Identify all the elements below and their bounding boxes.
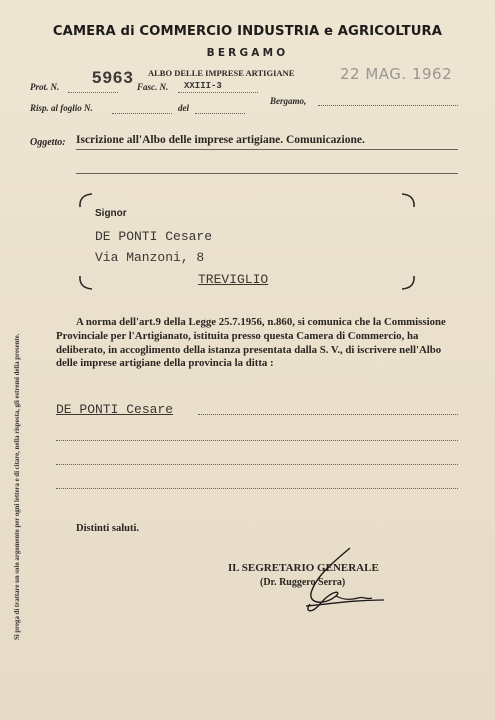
recipient-city: TREVIGLIO [198, 272, 269, 287]
body-paragraph: A norma dell'art.9 della Legge 25.7.1956, n.860, si comunica che la Commissione Provinciale per l'Artigianato, istituita presso questa Camera di Commercio, ha deliberato, in accoglimento della istanza presentata dalla S. V., di iscrivere nell'Albo delle imprese artigiane della provincia la ditta : [56, 316, 446, 370]
chamber-title: CAMERA di COMMERCIO INDUSTRIA e AGRICOLTURA [52, 24, 443, 39]
prot-label: Prot. N. [30, 82, 60, 92]
fasc-value: XXIII-3 [184, 81, 222, 91]
signatory-name: (Dr. Ruggero Serra) [260, 577, 346, 588]
albo-title: ALBO DELLE IMPRESE ARTIGIANE [148, 68, 295, 78]
place-label: Bergamo, [270, 96, 307, 106]
prot-number: 5963 [92, 68, 134, 87]
chamber-city: BERGAMO [206, 47, 289, 59]
risp-label: Risp. al foglio N. [30, 103, 93, 113]
del-label: del [178, 103, 189, 113]
recipient-street: Via Manzoni, 8 [95, 250, 205, 265]
fasc-label: Fasc. N. [137, 82, 169, 92]
firm-name: DE PONTI Cesare [56, 402, 174, 417]
margin-note: Si prega di trattare un solo argomento per ogni lettera e di citare, nella risposta, gli estremi della presente. [14, 333, 21, 640]
recipient-name: DE PONTI Cesare [95, 229, 213, 244]
closing-greeting: Distinti saluti. [76, 523, 140, 534]
subject-text: Iscrizione all'Albo delle imprese artigiane. Comunicazione. [76, 134, 365, 146]
subject-label: Oggetto: [30, 137, 66, 148]
date-stamp: 22 MAG. 1962 [340, 65, 453, 83]
recipient-salutation: Signor [95, 208, 127, 219]
signatory-title: IL SEGRETARIO GENERALE [228, 562, 379, 574]
